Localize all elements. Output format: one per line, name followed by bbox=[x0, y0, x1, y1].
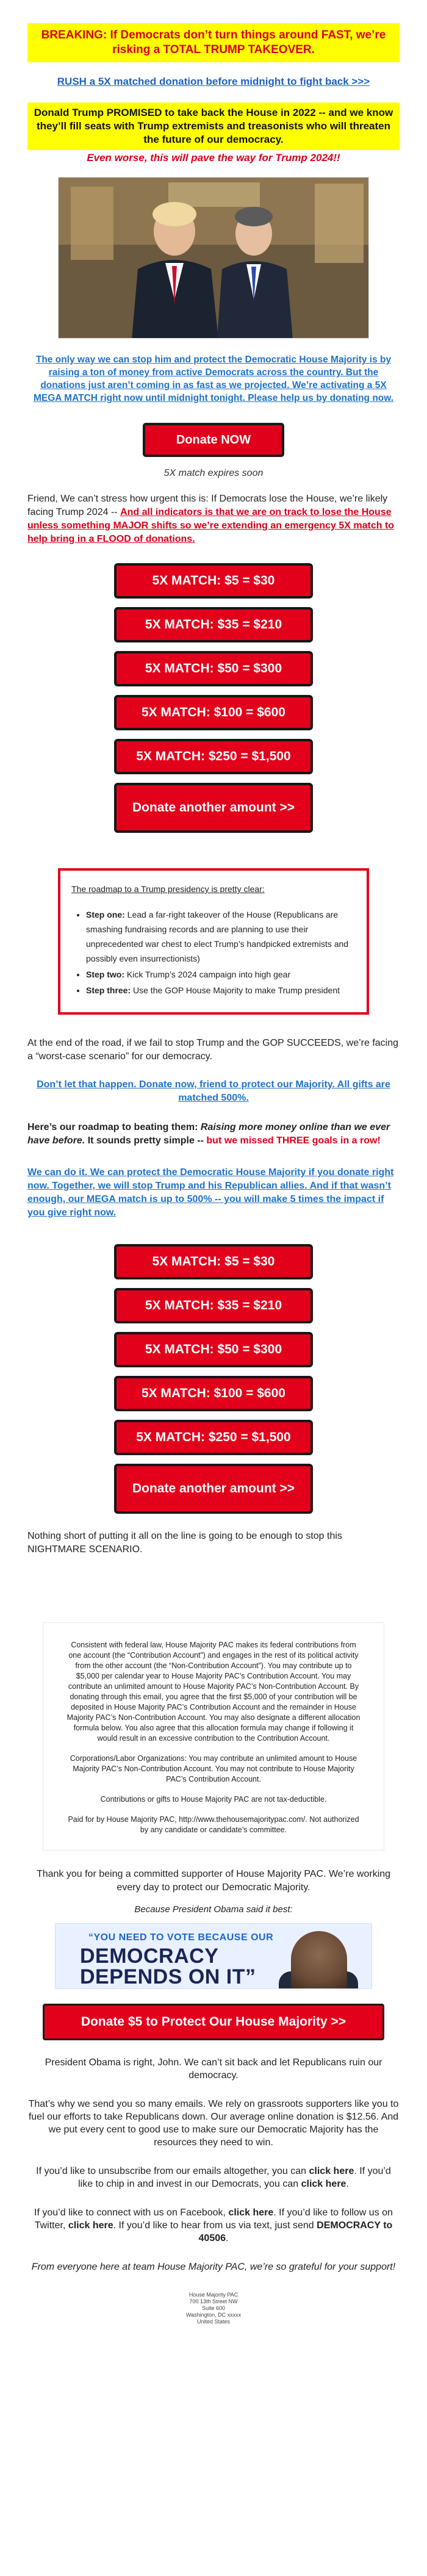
step-label: Step two: bbox=[86, 970, 124, 979]
we-can-link[interactable]: We can do it. We can protect the Democratic House Majority if you donate right now. Together, we will stop Trump and his Republican allies. And if that wasn’t enough, our MEGA match is up to 500% -- you will make 5 times the impact if you give right now. bbox=[27, 1167, 394, 1218]
disclaimer-p4: Paid for by House Majority PAC, http://www.thehousemajoritypac.com/. Not authorized by any candidate or candidate’s committee. bbox=[68, 1815, 359, 1834]
match-button-250[interactable]: 5X MATCH: $250 = $1,500 bbox=[114, 739, 313, 774]
address-line: United States bbox=[196, 2319, 231, 2325]
end-road-paragraph: At the end of the road, if we fail to stop Trump and the GOP SUCCEEDS, we’re facing a “worst-case scenario” for our democracy. bbox=[27, 1038, 399, 1062]
breaking-alert bbox=[27, 23, 400, 62]
roadmap-step-one bbox=[86, 907, 352, 966]
obama-said-text: Because President Obama said it best: bbox=[134, 1904, 293, 1915]
address-line: 700 13th Street NW bbox=[189, 2298, 238, 2304]
trump-mccarthy-photo bbox=[58, 177, 369, 339]
facebook-link[interactable]: click here bbox=[228, 2207, 274, 2218]
banner-quote-small: “YOU NEED TO VOTE BECAUSE OUR bbox=[88, 1932, 274, 1943]
address-line: Suite 600 bbox=[201, 2305, 226, 2311]
roadmap-title: The roadmap to a Trump presidency is pretty clear: bbox=[71, 884, 265, 894]
beat-red: but we missed THREE goals in a row! bbox=[206, 1135, 381, 1146]
obama-right-paragraph: President Obama is right, John. We can’t sit back and let Republicans ruin our democracy. bbox=[45, 2057, 382, 2081]
nothing-short-paragraph: Nothing short of putting it all on the line is going to be enough to stop this NIGHTMARE SCENARIO. bbox=[27, 1531, 342, 1555]
roadmap-steps bbox=[71, 907, 352, 998]
match-button-35[interactable]: 5X MATCH: $35 = $210 bbox=[114, 607, 313, 642]
banner-big-line-2: DEPENDS ON IT” bbox=[80, 1965, 256, 1988]
social-a: If you’d like to connect with us on Facebook, bbox=[34, 2207, 229, 2218]
social-d: . bbox=[226, 2233, 229, 2243]
emails-paragraph: That’s why we send you so many emails. We rely on grassroots supporters like you to fuel our efforts to take Republicans down. Our average online donation is $12.56. And we put every cent to good use to make sure our Democratic Majority has the resources they need to win. bbox=[28, 2099, 399, 2148]
stress-red-link[interactable]: And all indicators is that we are on track to lose the House unless something MAJOR shifts so we’re extending an emergency 5X match to help bring in a FLOOD of donations. bbox=[27, 507, 395, 544]
chip-in-link[interactable]: click here bbox=[301, 2179, 346, 2189]
unsubscribe-link[interactable]: click here bbox=[309, 2166, 354, 2176]
obama-portrait-graphic bbox=[291, 1931, 347, 1989]
intro-donate-link[interactable]: The only way we can stop him and protect the Democratic House Majority is by raising a ton of money from active Democrats across the country. But the donations just aren’t coming in as fast as we projected. We’re activating a 5X MEGA MATCH right now until midnight tonight. Please help us by donating now. bbox=[33, 354, 394, 403]
donate-5-button[interactable]: Donate $5 to Protect Our House Majority >> bbox=[43, 2004, 384, 2040]
roadmap-box bbox=[58, 868, 369, 1015]
rush-link-container bbox=[27, 76, 400, 88]
social-paragraph bbox=[27, 2206, 400, 2245]
mailing-address bbox=[27, 2292, 400, 2325]
unsub-b: . If you’d like to chip in and invest in our Democrats, you can bbox=[78, 2166, 391, 2189]
legal-disclaimer bbox=[43, 1622, 384, 1851]
roadmap-step-three bbox=[86, 983, 352, 998]
social-b: . If you’d like to follow us on Twitter, bbox=[34, 2207, 393, 2231]
donate-another-amount-button[interactable]: Donate another amount >> bbox=[114, 783, 313, 833]
donate-another-amount-button[interactable]: Donate another amount >> bbox=[114, 1464, 313, 1514]
unsub-a: If you’d like to unsubscribe from our emails altogether, you can bbox=[36, 2166, 309, 2176]
stress-plain: Friend, We can’t stress how urgent this is: If Democrats lose the House, we’re likely facing Trump 2024 -- bbox=[27, 494, 388, 517]
step-text: Kick Trump’s 2024 campaign into high gear bbox=[124, 970, 291, 979]
match-expires-text: 5X match expires soon bbox=[163, 468, 264, 478]
match-button-5[interactable]: 5X MATCH: $5 = $30 bbox=[114, 563, 313, 599]
match-button-50[interactable]: 5X MATCH: $50 = $300 bbox=[114, 1332, 313, 1367]
match-buttons-group-1 bbox=[27, 563, 400, 833]
unsubscribe-paragraph bbox=[27, 2165, 400, 2190]
unsub-c: . bbox=[346, 2179, 349, 2189]
step-label: Step three: bbox=[86, 985, 131, 995]
stress-paragraph bbox=[27, 492, 400, 546]
address-line: Washington, DC xxxxx bbox=[185, 2312, 242, 2318]
promise-highlight bbox=[27, 103, 400, 150]
match-button-5[interactable]: 5X MATCH: $5 = $30 bbox=[114, 1244, 313, 1279]
final-thanks: From everyone here at team House Majority PAC, we’re so grateful for your support! bbox=[31, 2262, 396, 2272]
beat-italic: Raising more money online than we ever have before. bbox=[27, 1122, 390, 1146]
roadmap-step-two bbox=[86, 967, 352, 982]
match-button-50[interactable]: 5X MATCH: $50 = $300 bbox=[114, 651, 313, 686]
match-button-100[interactable]: 5X MATCH: $100 = $600 bbox=[114, 695, 313, 730]
social-c: . If you’d like to hear from us via text, just send bbox=[113, 2220, 317, 2231]
step-text: Use the GOP House Majority to make Trump president bbox=[131, 985, 340, 995]
rush-donation-link[interactable]: RUSH a 5X matched donation before midnight to fight back >>> bbox=[57, 76, 370, 87]
match-button-100[interactable]: 5X MATCH: $100 = $600 bbox=[114, 1376, 313, 1411]
donate-now-button[interactable]: Donate NOW bbox=[143, 423, 284, 457]
twitter-link[interactable]: click here bbox=[68, 2220, 113, 2231]
disclaimer-p3: Contributions or gifts to House Majority PAC are not tax-deductible. bbox=[100, 1795, 327, 1804]
banner-quote-big bbox=[80, 1946, 256, 1987]
promise-text: Donald Trump PROMISED to take back the House in 2022 -- and we know they’ll fill seats with Trump extremists and treasonists who will threaten the future of our democracy. bbox=[34, 107, 393, 145]
text-keyword: DEMOCRACY to 40506 bbox=[198, 2220, 393, 2243]
match-button-35[interactable]: 5X MATCH: $35 = $210 bbox=[114, 1288, 313, 1323]
dont-let-link[interactable]: Don’t let that happen. Donate now, friend to protect our Majority. All gifts are matched 500%. bbox=[37, 1079, 390, 1103]
banner-big-line-1: DEMOCRACY bbox=[80, 1945, 219, 1968]
roadmap-beat-paragraph bbox=[27, 1121, 400, 1148]
address-line: House Majority PAC bbox=[188, 2292, 239, 2298]
match-buttons-group-2 bbox=[27, 1244, 400, 1514]
beat-mid: It sounds pretty simple -- bbox=[85, 1135, 207, 1146]
photo-illustration bbox=[59, 178, 369, 339]
beat-lead: Here’s our roadmap to beating them: bbox=[27, 1122, 201, 1132]
intro-link-paragraph bbox=[27, 353, 400, 405]
breaking-alert-text: BREAKING: If Democrats don’t turn things around FAST, we’re risking a TOTAL TRUMP TAKEOVER. bbox=[41, 29, 386, 56]
step-label: Step one: bbox=[86, 910, 125, 919]
disclaimer-p1: Consistent with federal law, House Majority PAC makes its federal contributions from one account (the “Contribution Account”) and engages in the rest of its political activity from the other account (the “Non-Contribution Account”). You may contribute up to $5,000 per calendar year to House Majority PAC’s Contribution Account. You may contribute an unlimited amount to House Majority PAC’s Non-Contribution Account. By donating through this email, you agree that the first $5,000 of your contribution will be deposited in House Majority PAC’s Contribution Account and the remainder in House Majority PAC’s Non-Contribution Account. You may also designate a different allocation formula below. You also agree that this allocation formula may change if following it would result in an excessive contribution to the Contribution Account. bbox=[66, 1641, 361, 1743]
match-button-250[interactable]: 5X MATCH: $250 = $1,500 bbox=[114, 1420, 313, 1455]
disclaimer-p2: Corporations/Labor Organizations: You may contribute an unlimited amount to House Majority PAC’s Non-Contribution Account. You may not contribute to House Majority PAC’s Contribution Account. bbox=[70, 1754, 357, 1783]
obama-quote-banner[interactable] bbox=[55, 1923, 372, 1989]
promise-italic: Even worse, this will pave the way for Trump 2024!! bbox=[87, 152, 340, 164]
step-text: Lead a far-right takeover of the House (Republicans are smashing fundraising records and are planning to use their unprecedented war chest to elect Trump’s handpicked extremists and possibly even insurrectionists) bbox=[86, 910, 349, 963]
thanks-paragraph: Thank you for being a committed supporter of House Majority PAC. We’re working every day to protect our Democratic Majority. bbox=[36, 1869, 391, 1893]
